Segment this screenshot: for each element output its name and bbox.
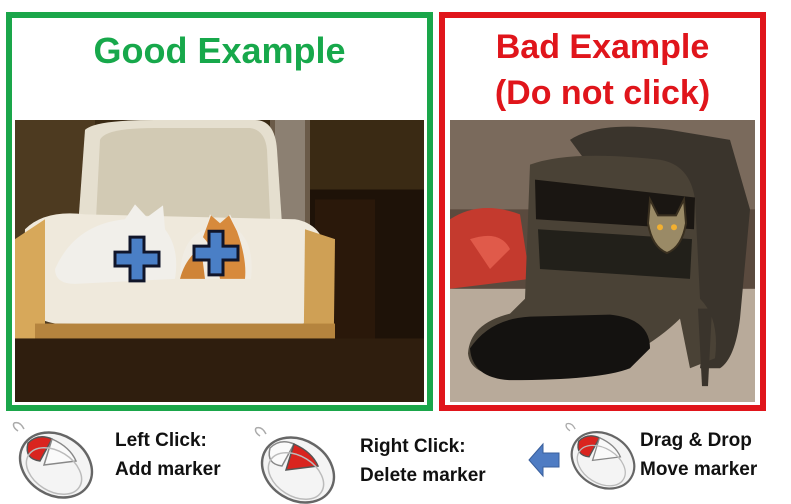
left-click-label: Left Click: — [115, 430, 207, 451]
boots-photo — [450, 120, 755, 402]
bad-example-title — [445, 24, 760, 116]
good-example-panel[interactable] — [6, 12, 433, 411]
bad-example-panel — [439, 12, 766, 411]
help-drag-drop — [563, 418, 789, 500]
drag-left-arrow-icon — [527, 440, 561, 480]
right-click-label: Right Click: — [360, 436, 466, 457]
good-example-title: Good Example — [93, 30, 346, 71]
bad-example-title-line2: (Do not click) — [494, 74, 711, 112]
cats-on-chair-photo — [15, 120, 424, 402]
good-example-image[interactable] — [15, 120, 424, 402]
help-right-click — [252, 418, 517, 500]
mouse-left-click-icon — [10, 421, 102, 499]
drag-drop-label: Drag & Drop — [640, 430, 752, 451]
drag-drop-desc: Move marker — [640, 459, 758, 480]
left-click-desc: Add marker — [115, 459, 221, 480]
mouse-drag-icon — [563, 421, 643, 491]
bad-example-image — [450, 120, 755, 402]
right-click-desc: Delete marker — [360, 465, 486, 486]
mouse-right-click-icon — [252, 426, 344, 504]
bad-example-title-line1: Bad Example — [495, 28, 710, 66]
help-left-click — [10, 418, 250, 500]
